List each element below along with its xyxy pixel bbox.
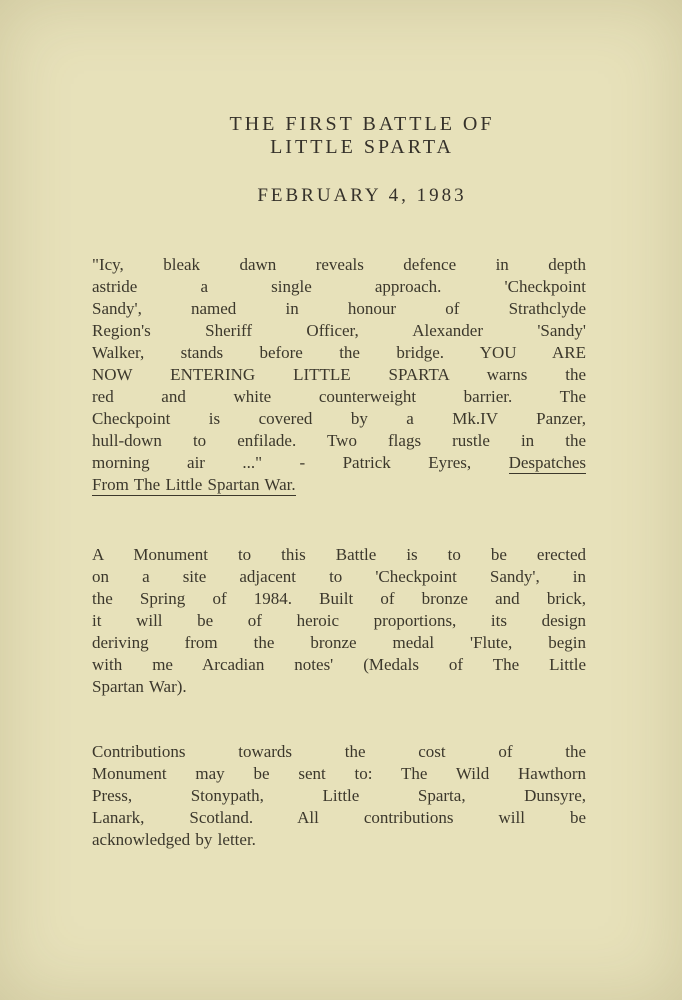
text-line: Spartan War). <box>92 677 187 696</box>
citation-title-start: Despatches <box>508 453 586 472</box>
text-line: Walker, stands before the bridge. YOU ARE <box>92 343 586 362</box>
text-line: astride a single approach. 'Checkpoint <box>92 277 586 296</box>
text-line: Lanark, Scotland. All contributions will be <box>92 808 586 827</box>
contributions-paragraph <box>92 741 586 851</box>
attribution-text: morning air ..." - Patrick Eyres, <box>92 453 509 472</box>
text-line: Monument may be sent to: The Wild Hawthorn <box>92 764 586 783</box>
text-line: Checkpoint is covered by a Mk.IV Panzer, <box>92 409 586 428</box>
quote-paragraph <box>92 254 586 496</box>
text-line: Sandy', named in honour of Strathclyde <box>92 299 586 318</box>
text-line: A Monument to this Battle is to be erected <box>92 545 586 564</box>
text-line: Contributions towards the cost of the <box>92 742 586 761</box>
text-line: deriving from the bronze medal 'Flute, begin <box>92 633 586 652</box>
text-line: "Icy, bleak dawn reveals defence in depth <box>92 255 586 274</box>
page-title-line2: LITTLE SPARTA <box>270 136 454 158</box>
text-line: NOW ENTERING LITTLE SPARTA warns the <box>92 365 586 384</box>
text-line: Region's Sheriff Officer, Alexander 'Sandy' <box>92 321 586 340</box>
text-line: with me Arcadian notes' (Medals of The Little <box>92 655 586 674</box>
text-line: the Spring of 1984. Built of bronze and brick, <box>92 589 586 608</box>
document-date: FEBRUARY 4, 1983 <box>257 185 467 206</box>
text-line: hull-down to enfilade. Two flags rustle in the <box>92 431 586 450</box>
text-line: acknowledged by letter. <box>92 830 256 849</box>
text-line: Press, Stonypath, Little Sparta, Dunsyre, <box>92 786 586 805</box>
attribution-line <box>92 452 586 474</box>
monument-paragraph <box>92 544 586 698</box>
citation-title-end: From The Little Spartan War. <box>92 475 296 494</box>
text-line: it will be of heroic proportions, its design <box>92 611 586 630</box>
page-title-line1: THE FIRST BATTLE OF <box>229 113 495 135</box>
text-line: on a site adjacent to 'Checkpoint Sandy', in <box>92 567 586 586</box>
title-block <box>115 113 609 207</box>
text-line: red and white counterweight barrier. The <box>92 387 586 406</box>
citation-line <box>92 474 586 496</box>
